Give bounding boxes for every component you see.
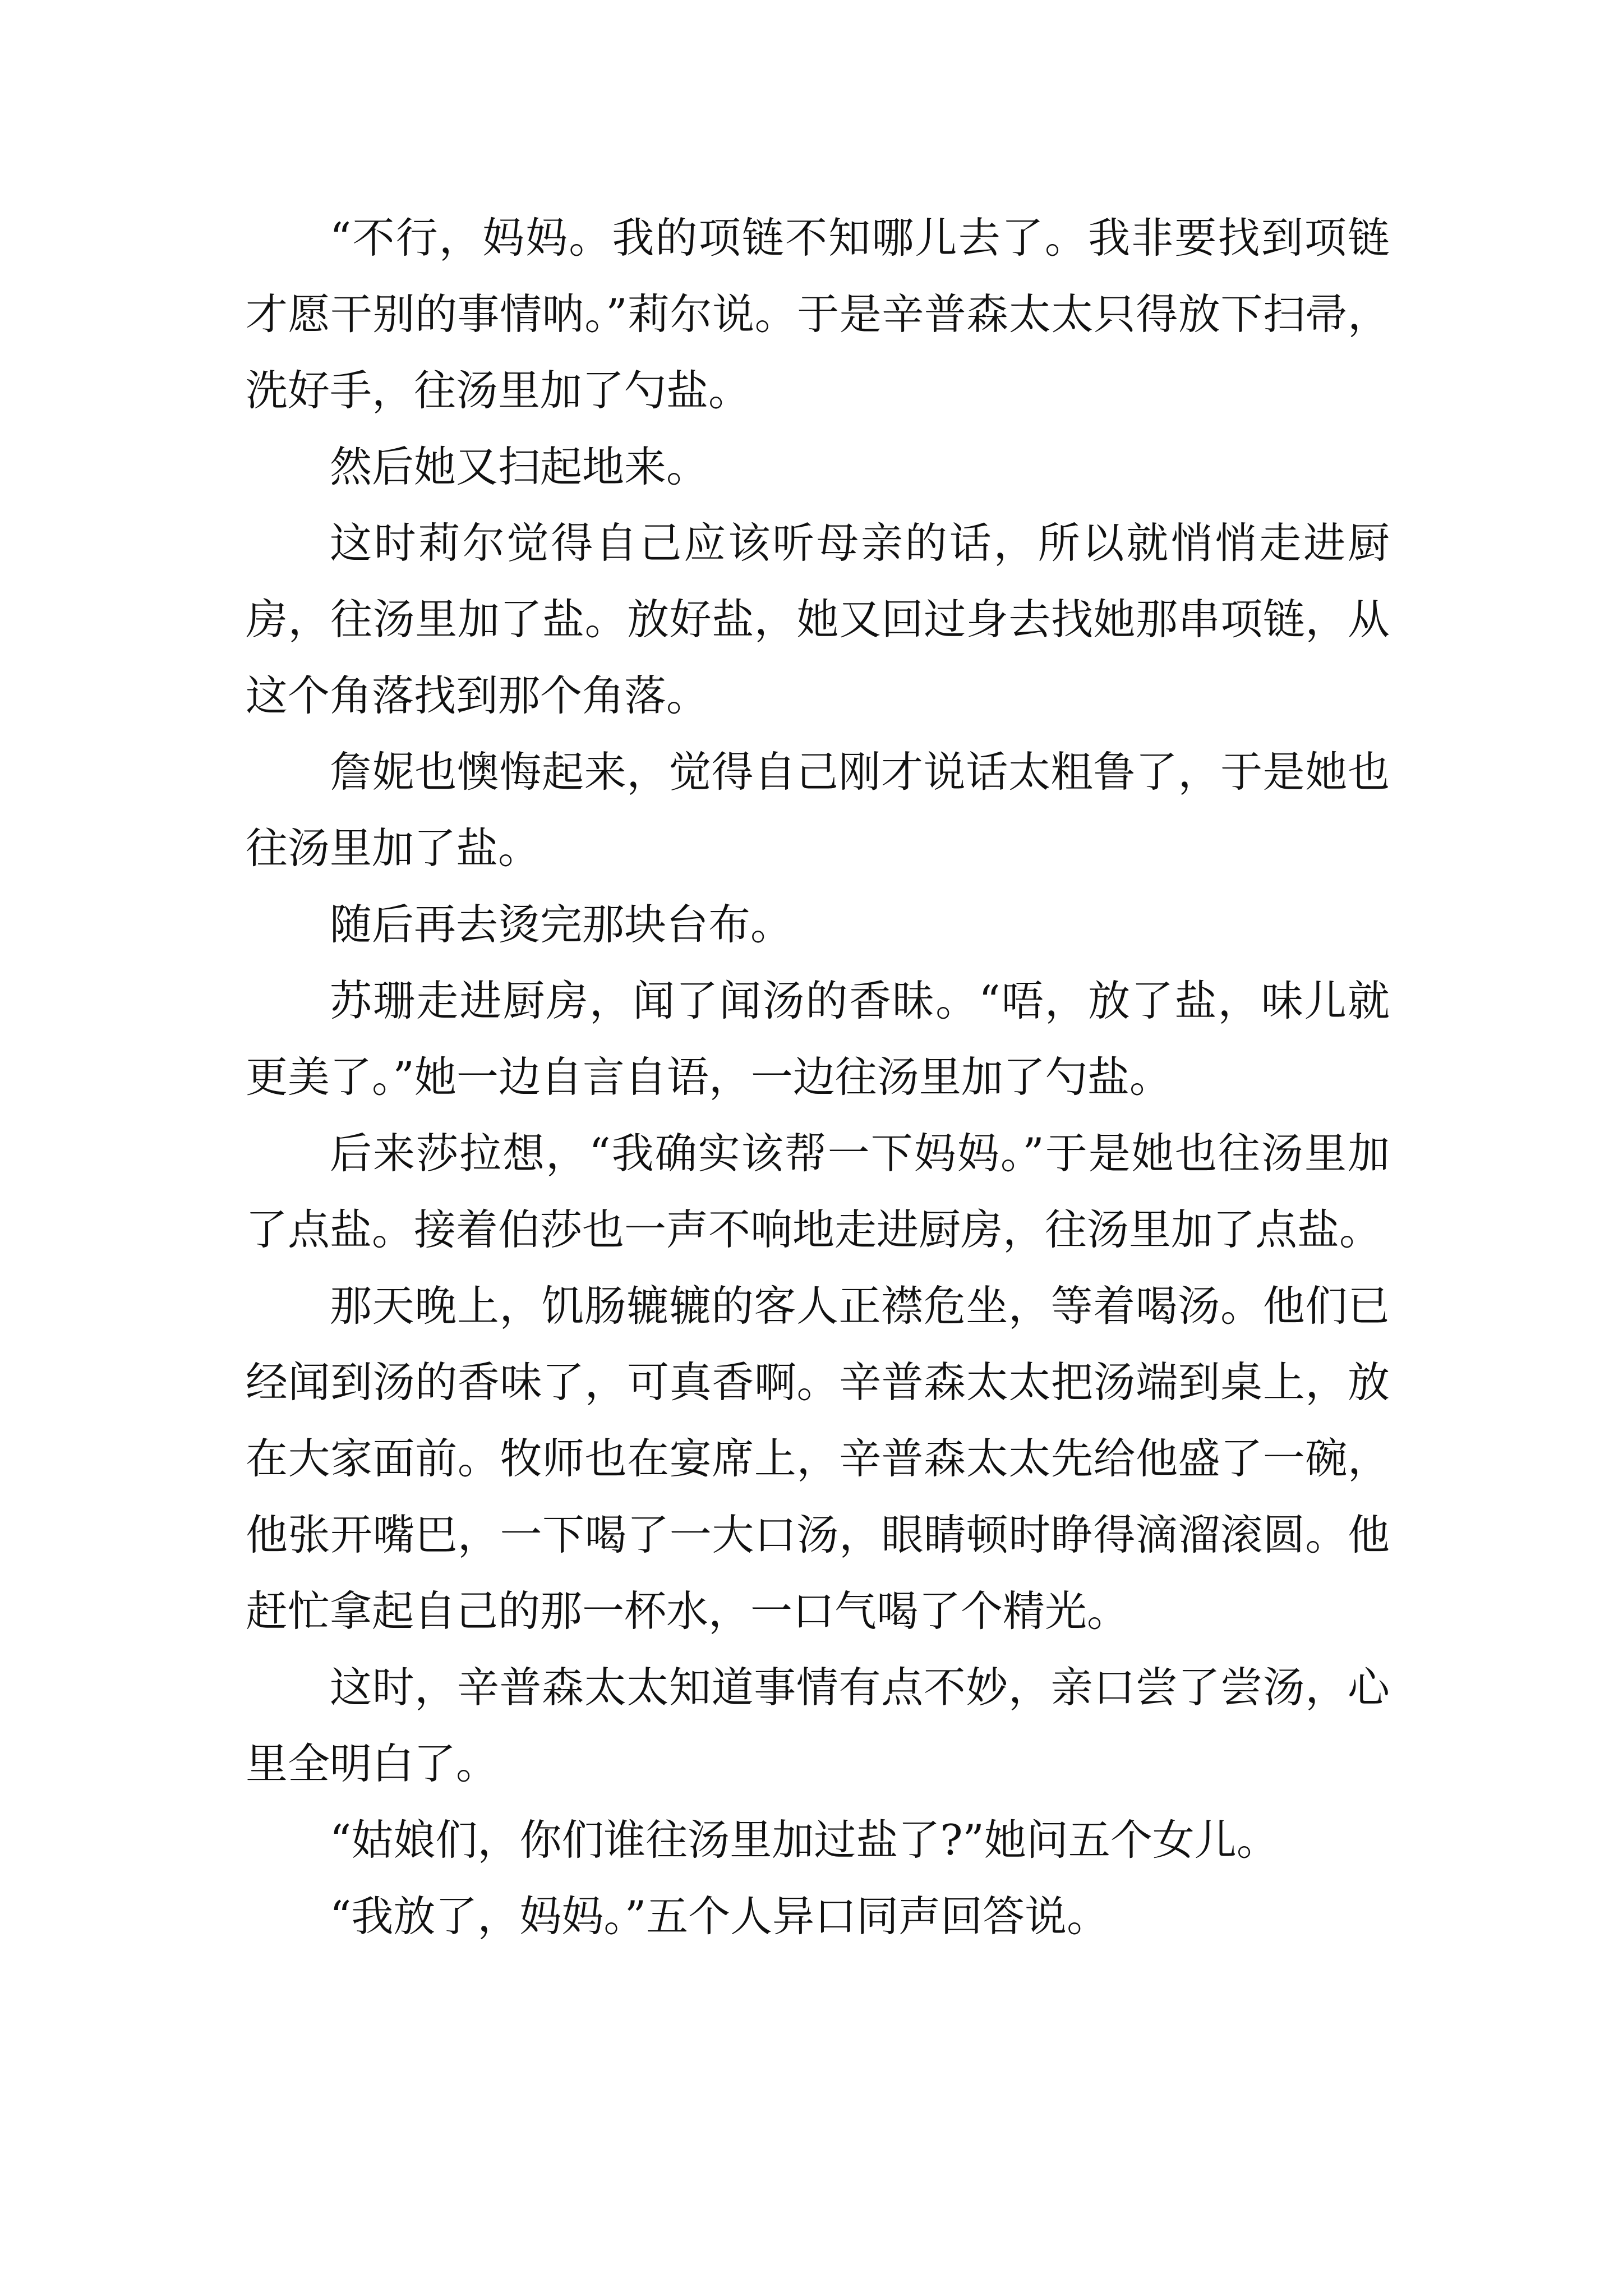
paragraph-9: 这时，辛普森太太知道事情有点不妙，亲口尝了尝汤，心里全明白了。 <box>246 1663 1390 1788</box>
paragraph-8: 那天晚上，饥肠辘辘的客人正襟危坐，等着喝汤。他们已经闻到汤的香味了，可真香啊。辛普森太太把汤端到桌上，放在大家面前。牧师也在宴席上，辛普森太太先给他盛了一碗，他张开嘴巴，一下喝了一大口汤，眼睛顿时睁得滴溜滚圆。他赶忙拿起自己的那一杯水，一口气喝了个精光。 <box>246 1281 1390 1636</box>
paragraph-3: 这时莉尔觉得自己应该听母亲的话，所以就悄悄走进厨房，往汤里加了盐。放好盐，她又回过身去找她那串项链，从这个角落找到那个角落。 <box>246 518 1390 720</box>
paragraph-1: “不行，妈妈。我的项链不知哪儿去了。我非要找到项链才愿干别的事情呐。”莉尔说。于是辛普森太太只得放下扫帚，洗好手，往汤里加了勺盐。 <box>246 213 1390 415</box>
paragraph-2: 然后她又扫起地来。 <box>330 442 709 491</box>
paragraph-6: 苏珊走进厨房，闻了闻汤的香昧。“唔，放了盐，味儿就更美了。”她一边自言自语，一边往汤里加了勺盐。 <box>246 976 1390 1102</box>
paragraph-11: “我放了，妈妈。”五个人异口同声回答说。 <box>330 1892 1109 1941</box>
document-page <box>246 200 1390 1954</box>
paragraph-4: 詹妮也懊悔起来，觉得自己刚才说话太粗鲁了，于是她也往汤里加了盐。 <box>246 747 1390 873</box>
paragraph-7: 后来莎拉想，“我确实该帮一下妈妈。”于是她也往汤里加了点盐。接着伯莎也一声不响地走进厨房，往汤里加了点盐。 <box>246 1129 1390 1254</box>
paragraph-5: 随后再去烫完那块台布。 <box>330 900 793 949</box>
paragraph-10: “姑娘们，你们谁往汤里加过盐了?”她问五个女儿。 <box>330 1815 1279 1865</box>
